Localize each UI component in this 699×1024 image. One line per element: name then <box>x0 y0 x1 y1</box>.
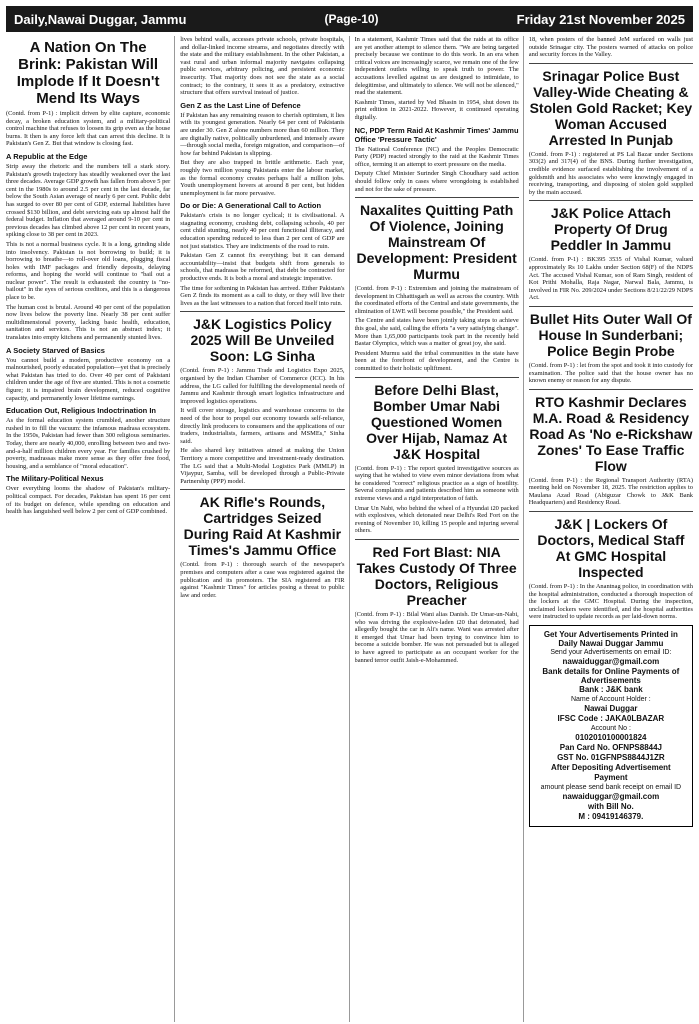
headline-pakistan: A Nation On The Brink: Pakistan Will Implode If It Doesn't Mend Its Ways <box>16 39 160 107</box>
ad-email: nawaiduggar@gmail.com <box>562 657 660 667</box>
article-text: But they are also trapped in brittle arithmetic. Each year, roughly two million young Pakistanis enter the labour market, as the formal economy creates perhaps half a million jobs. Youth unemployment hovers at around 8 per cent, but hidden unemployment is far more pervasive. <box>180 159 345 197</box>
subheading: The Military-Political Nexus <box>6 474 104 484</box>
article-text: The Centre and states have been jointly taking steps to achieve this goal, she said, calling the efforts "a very satisfying change". More than 1,65,000 participants took part in the recently held Bastar Olympics, which was a matter of great joy, she said. <box>354 317 519 348</box>
article-text: The human cost is brutal. Around 40 per cent of the population now lives below the poverty line. Nearly 38 per cent suffer multidimensional poverty, lacking basic health, education, sanitation and services. This is not an abstract index; it translates into empty kitchens and permanently stunted lives. <box>6 303 171 342</box>
ad-mobile: M : 09419146379. <box>578 812 644 822</box>
article-text: Pakistan's crisis is no longer cyclical; it is civilisational. A stagnating economy, crushing debt, collapsing schools, 40 per cent child stunting, nearly 40 per cent functional illiteracy, and education spending reduced to less than 2 per cent of GDP are not just statistics. They are indictments of the road to ruin. <box>180 212 345 250</box>
subheading: Education Out, Religious Indoctrination In <box>6 406 156 416</box>
article-text: (Contd. from P-1) : The report quoted investigative sources as saying that he wished to view even minor deviations from what he considered "correct" religious practice as a sign of hostility. Several complaints and patients described him as someone with extreme views and a rigid interpretation of faith. <box>354 464 519 502</box>
article-text: The National Conference (NC) and the Peoples Democratic Party (PDP) reacted strongly to the raid at the Kashmir Times office, terming it an attempt to exert pressure on the media. <box>354 145 519 168</box>
article-text: The time for softening in Pakistan has arrived. Either Pakistan's Gen Z finds its moment as a call to duty, or they will live their lives as the last witnesses to a nation that forced itself into ruin. <box>180 284 345 307</box>
article-text: It will cover storage, logistics and warehouse concerns to the need of the hour to propel our economy towards self-reliance, directly link producers to consumers and the applications of our traders, industrialists, farmers, artisans and MSMEs," Sinha said. <box>180 407 345 445</box>
ad-paper-name: Daily Nawai Duggar Jammu <box>558 639 664 649</box>
headline-srinagar-police: Srinagar Police Bust Valley-Wide Cheating & Stolen Gold Racket; Key Woman Accused Arrested In Punjab <box>529 67 693 148</box>
divider <box>529 389 693 390</box>
headline-kashmir-times: AK Rifle's Rounds, Cartridges Seized During Raid At Kashmir Times's Jammu Office <box>183 494 342 559</box>
article-text: 18, when posters of the banned JeM surfaced on walls just outside Srinagar city. The posters warned of attacks on police and security forces in the Valley. <box>528 36 693 59</box>
headline-gmc-lockers: J&K | Lockers Of Doctors, Medical Staff At GMC Hospital Inspected <box>537 516 685 581</box>
article-text: (Contd. from P-1) : BK395 3535 of Vishal Kumar, valued approximately Rs 10 Lakhs under Section 68(F) of the NDPS Act. The accused Vishal Kumar, son of Ram Singh, resident of Kot Prithi Mohalla, Raja Nagar, Narwal Bala, Jammu, is involved in FIR No. 209/2024 under Sections 8/21/22/29 NDPS Act. <box>528 256 693 302</box>
ad-after2: amount please send bank receipt on email ID <box>540 784 682 792</box>
article-text: Umar Un Nabi, who behind the wheel of a Hyundai i20 packed with explosives, which detonated near Delhi's Red Fort on the evening of November 10, killing 15 people and injuring several others. <box>354 504 519 535</box>
headline-rto: RTO Kashmir Declares M.A. Road & Residency Road As 'No e-Rickshaw Zones' To Ease Traffic Flow <box>529 393 693 474</box>
article-text: You cannot build a modern, productive economy on a malnourished, poorly educated population—yet that is precisely what Pakistan has tried to do. Over 40 per cent of Pakistani children under the age of five are stunted. This is not a cosmetic figure; it is impaired brain development, reduced cognitive capacity, and permanently lower lifetime earnings. <box>6 356 171 402</box>
divider <box>529 306 693 307</box>
ad-title: Get Your Advertisements Printed in <box>543 630 678 640</box>
headline-red-fort: Red Fort Blast: NIA Takes Custody Of Three Doctors, Religious Preacher <box>356 543 517 608</box>
subheading: A Society Starved of Basics <box>6 345 105 355</box>
masthead-date: Friday 21st November 2025 <box>516 11 685 27</box>
divider <box>180 489 344 490</box>
column-1 <box>6 36 175 1022</box>
article-text: (Contd. from P-1) : let from the spot and took it into custody for examination. The police said that the house owner has no known enemy or reason for any dispute. <box>528 361 693 385</box>
divider <box>529 511 693 512</box>
ad-pan: Pan Card No. OFNPS8844J <box>559 743 662 753</box>
article-text: (Contd. from P-1) : Bilal Wani alias Danish. Dr Umar-un-Nabi, who was driving the explosive-laden i20 that detonated, had allegedly bought the car in Ali's name. Wani was arrested after it emerged that Umar had been trying to convince him to become a suicide bomber. He was not persuaded but is alleged to have agreed to participate as an occupant worker for the banned terror outfit Jaish-e-Mohammed. <box>354 610 519 664</box>
divider <box>355 197 519 198</box>
article-text: This is not a normal business cycle. It is a long, grinding slide into insolvency. Pakistan is not borrowing to build; it is borrowing to breathe—to roll-over old loans, plugging fiscal holes with IMF packages and friendly deposits, delaying reforms, and hoping the world will continue to "bail out a nuclear power". The result is exhausted: the country is "no-bailout" in the eyes of serious creditors, and this is a dangerous place to be. <box>6 240 171 302</box>
ad-gst: GST No. 01GFNPS8844J1ZR <box>557 753 665 763</box>
headline-drug-peddler: J&K Police Attach Property Of Drug Peddler In Jammu <box>550 205 672 254</box>
article-text: He also shared key initiatives aimed at making the Union Territory a more competitive and investment-ready destination. The LG said that a Multi-Modal Logistics Park (MMLP) in Vijaypur, Samba, will be developed through a Public-Private Partnership (PPP) model. <box>180 447 345 485</box>
subheading: Do or Die: A Generational Call to Action <box>180 201 322 211</box>
divider <box>355 539 519 540</box>
article-text: Over everything looms the shadow of Pakistan's military-political compact. For decades, Pakistan has spent 16 per cent of its budget on defence, while spending on education and health has languished well below 2 per cent of GDP combined. <box>6 485 171 516</box>
divider <box>180 311 344 312</box>
ad-account-label: Account No : <box>590 725 631 733</box>
article-text: Pakistan Gen Z cannot fix everything; but it can demand accountability—insist that budgets shift from generals to schools, that madrasas be reformed, that debt be contracted for productive ends. It is both a moral and strategic imperative. <box>180 252 345 283</box>
ad-send-text: Send your Advertisements on email ID: <box>550 649 672 657</box>
column-4 <box>529 36 693 1022</box>
article-text: (Contd. from P-1) : Jammu Trade and Logistics Expo 2025, organised by the Indian Chamber of Commerce (ICC). In his address, the LG called for fulfilling the developmental needs of Jammu and Kashmir through smart logistics infrastructure and improved logistics operations. <box>180 367 345 405</box>
ad-bank: Bank : J&K bank <box>579 685 643 695</box>
headline-delhi-blast: Before Delhi Blast, Bomber Umar Nabi Questioned Women Over Hijab, Namaz At J&K Hospital <box>366 381 508 462</box>
article-text: Kashmir Times, started by Ved Bhasin in 1954, shut down its print edition in 2021-2022. However, it continued operating digitally. <box>354 98 519 121</box>
ad-ifsc: IFSC Code : JAKA0LBAZAR <box>557 714 665 724</box>
divider <box>529 63 693 64</box>
article-text: (Contd. from P-1) : implicit driven by elite capture, economic decay, a broken education system, and a military-political control machine that refuses to loosen its grip even as the house burns. It then is any force left that can arrest this decline. It is Pakistan's Gen Z. But that window is closing fast. <box>6 110 171 148</box>
masthead <box>6 6 693 32</box>
article-text: (Contd. from P-1) : Extremism and joining the mainstream of development in Chhattisgarh as well as across the country. With the coordinated efforts of the Central and state governments, the elimination of LWE will become possible," the President said. <box>354 285 519 315</box>
divider <box>529 200 693 201</box>
divider <box>355 377 519 378</box>
column-3 <box>355 36 524 1022</box>
article-text: (Contd. from P-1) : the Regional Transport Authority (RTA) meeting held on November 18, 2025. The restriction applies to Maulana Azad Road (Abiguzar Chowk to J&K Bank Headquarters) and Residency Road. <box>528 476 693 507</box>
ad-after: After Depositing Advertisement Payment <box>551 763 671 783</box>
article-text: In a statement, Kashmir Times said that the raids at its office are yet another attempt to silence them. "We are being targeted precisely because we continue to do this work. In an era when critical voices are increasingly scarce, we remain one of the few independent outlets willing to speak truth to power. The accusations levelled against us are designed to intimidate, to delegitimise, and ultimately to silence. We will not be silenced," read the statement. <box>354 36 519 97</box>
ad-holder: Nawai Duggar <box>584 704 638 714</box>
page-number: (Page-10) <box>324 12 379 26</box>
headline-logistics: J&K Logistics Policy 2025 Will Be Unveiled Soon: LG Sinha <box>190 316 335 365</box>
ad-bill: with Bill No. <box>587 802 634 812</box>
advertisement-box <box>529 625 693 827</box>
subheading: NC, PDP Term Raid At Kashmir Times' Jammu Office 'Pressure Tactic' <box>354 125 519 144</box>
column-2 <box>180 36 349 1022</box>
subheading: A Republic at the Edge <box>6 151 88 161</box>
article-text: President Murmu said the tribal communities in the state have been at the forefront of development, and the Centre is committed to their holistic upliftment. <box>354 349 519 373</box>
article-text: If Pakistan has any remaining reason to cherish optimism, it lies with its youngest generation. Nearly 64 per cent of Pakistanis are under 30. Gen Z alone numbers more than 60 million. They are digitally native, politically unburdened, and intensely aware—through social media, foreign migration, and comparison—of how far behind Pakistan is slipping. <box>180 111 345 157</box>
article-text: Deputy Chief Minister Surinder Singh Choudhary said action should follow only in cases where wrongdoing is established and not for the sake of pressure. <box>354 170 519 193</box>
masthead-left: Daily,Nawai Duggar, Jammu <box>14 11 187 27</box>
ad-bank-title: Bank details for Online Payments of Advertisements <box>542 667 680 686</box>
article-text: Strip away the rhetoric and the numbers tell a stark story. Pakistan's growth trajectory has steadily weakened over the last three decades. Average GDP growth has fallen from above 5 per cent in the 1980s to around 2.5 per cent in the last decade, far below the South Asian average of nearly 6 per cent. Public debt has surged to over 80 per cent of GDP, external liabilities have crossed $130 billion, and debt servicing eats up almost half the federal budget. Inflation that averaged around 9-10 per cent in previous decades has climbed above 12 per cent in recent years, spiking close to 38 per cent in 2023. <box>6 162 171 239</box>
headline-bullet: Bullet Hits Outer Wall Of House In Sunderbani; Police Begin Probe <box>529 310 692 359</box>
ad-holder-label: Name of Account Holder : <box>570 696 651 704</box>
article-text: (Contd. from P-1) : In the Anantnag police, in coordination with the hospital administration, conducted a thorough inspection of the lockers at the GMC Hospital. During the inspection, unclaimed lockers were identified, and the hospital authorities were instructed to update records as per laid-down norms. <box>528 583 693 621</box>
article-text: (Contd. from P-1) : registered at PS Lal Bazar under Sections 303(2) and 317(4) of the BNS. During further investigation, credible evidence surfaced establishing the involvement of a goldsmith and his associates who were knowingly engaged in receiving, transporting, and disposing of stolen gold supplied by the main accused. <box>528 150 693 196</box>
ad-email2: nawaiduggar@gmail.com <box>562 792 660 802</box>
article-text: As the formal education system crumbled, another structure rushed in to fill the vacuum: the infamous madrasa ecosystem. In the 1950s, Pakistan had fewer than 300 religious seminaries. Today, there are nearly 40,000, enrolling between two and two-and-a-half million children every year. For families crushed by poverty, madrassas make more sense as they offer free food, housing, and a semblance of "moral education". <box>6 417 171 470</box>
headline-naxalites: Naxalites Quitting Path Of Violence, Joining Mainstream Of Development: President Murmu <box>356 202 517 283</box>
article-text: (Contd. from P-1) : thorough search of the newspaper's premises and computers after a case was registered against the publication and its promoters. The SIA registered an FIR against "Kashmir Times" for articles posing a threat to public law and order. <box>180 561 345 599</box>
ad-account: 0102010100001824 <box>575 733 647 743</box>
article-text: lives behind walls, accesses private schools, private hospitals, and dollar-linked income streams, and negotiates directly with the state and the military establishment. In the other Pakistan, a vast rural and urban informal majority navigates collapsing public services, arbitrary policing, and persistent economic insecurity. That majority does not see the state as a social contract; to the contrary, it sees it as a predatory, extractive structure that offers survival instead of justice. <box>180 36 345 97</box>
subheading: Gen Z as the Last Line of Defence <box>180 100 301 110</box>
